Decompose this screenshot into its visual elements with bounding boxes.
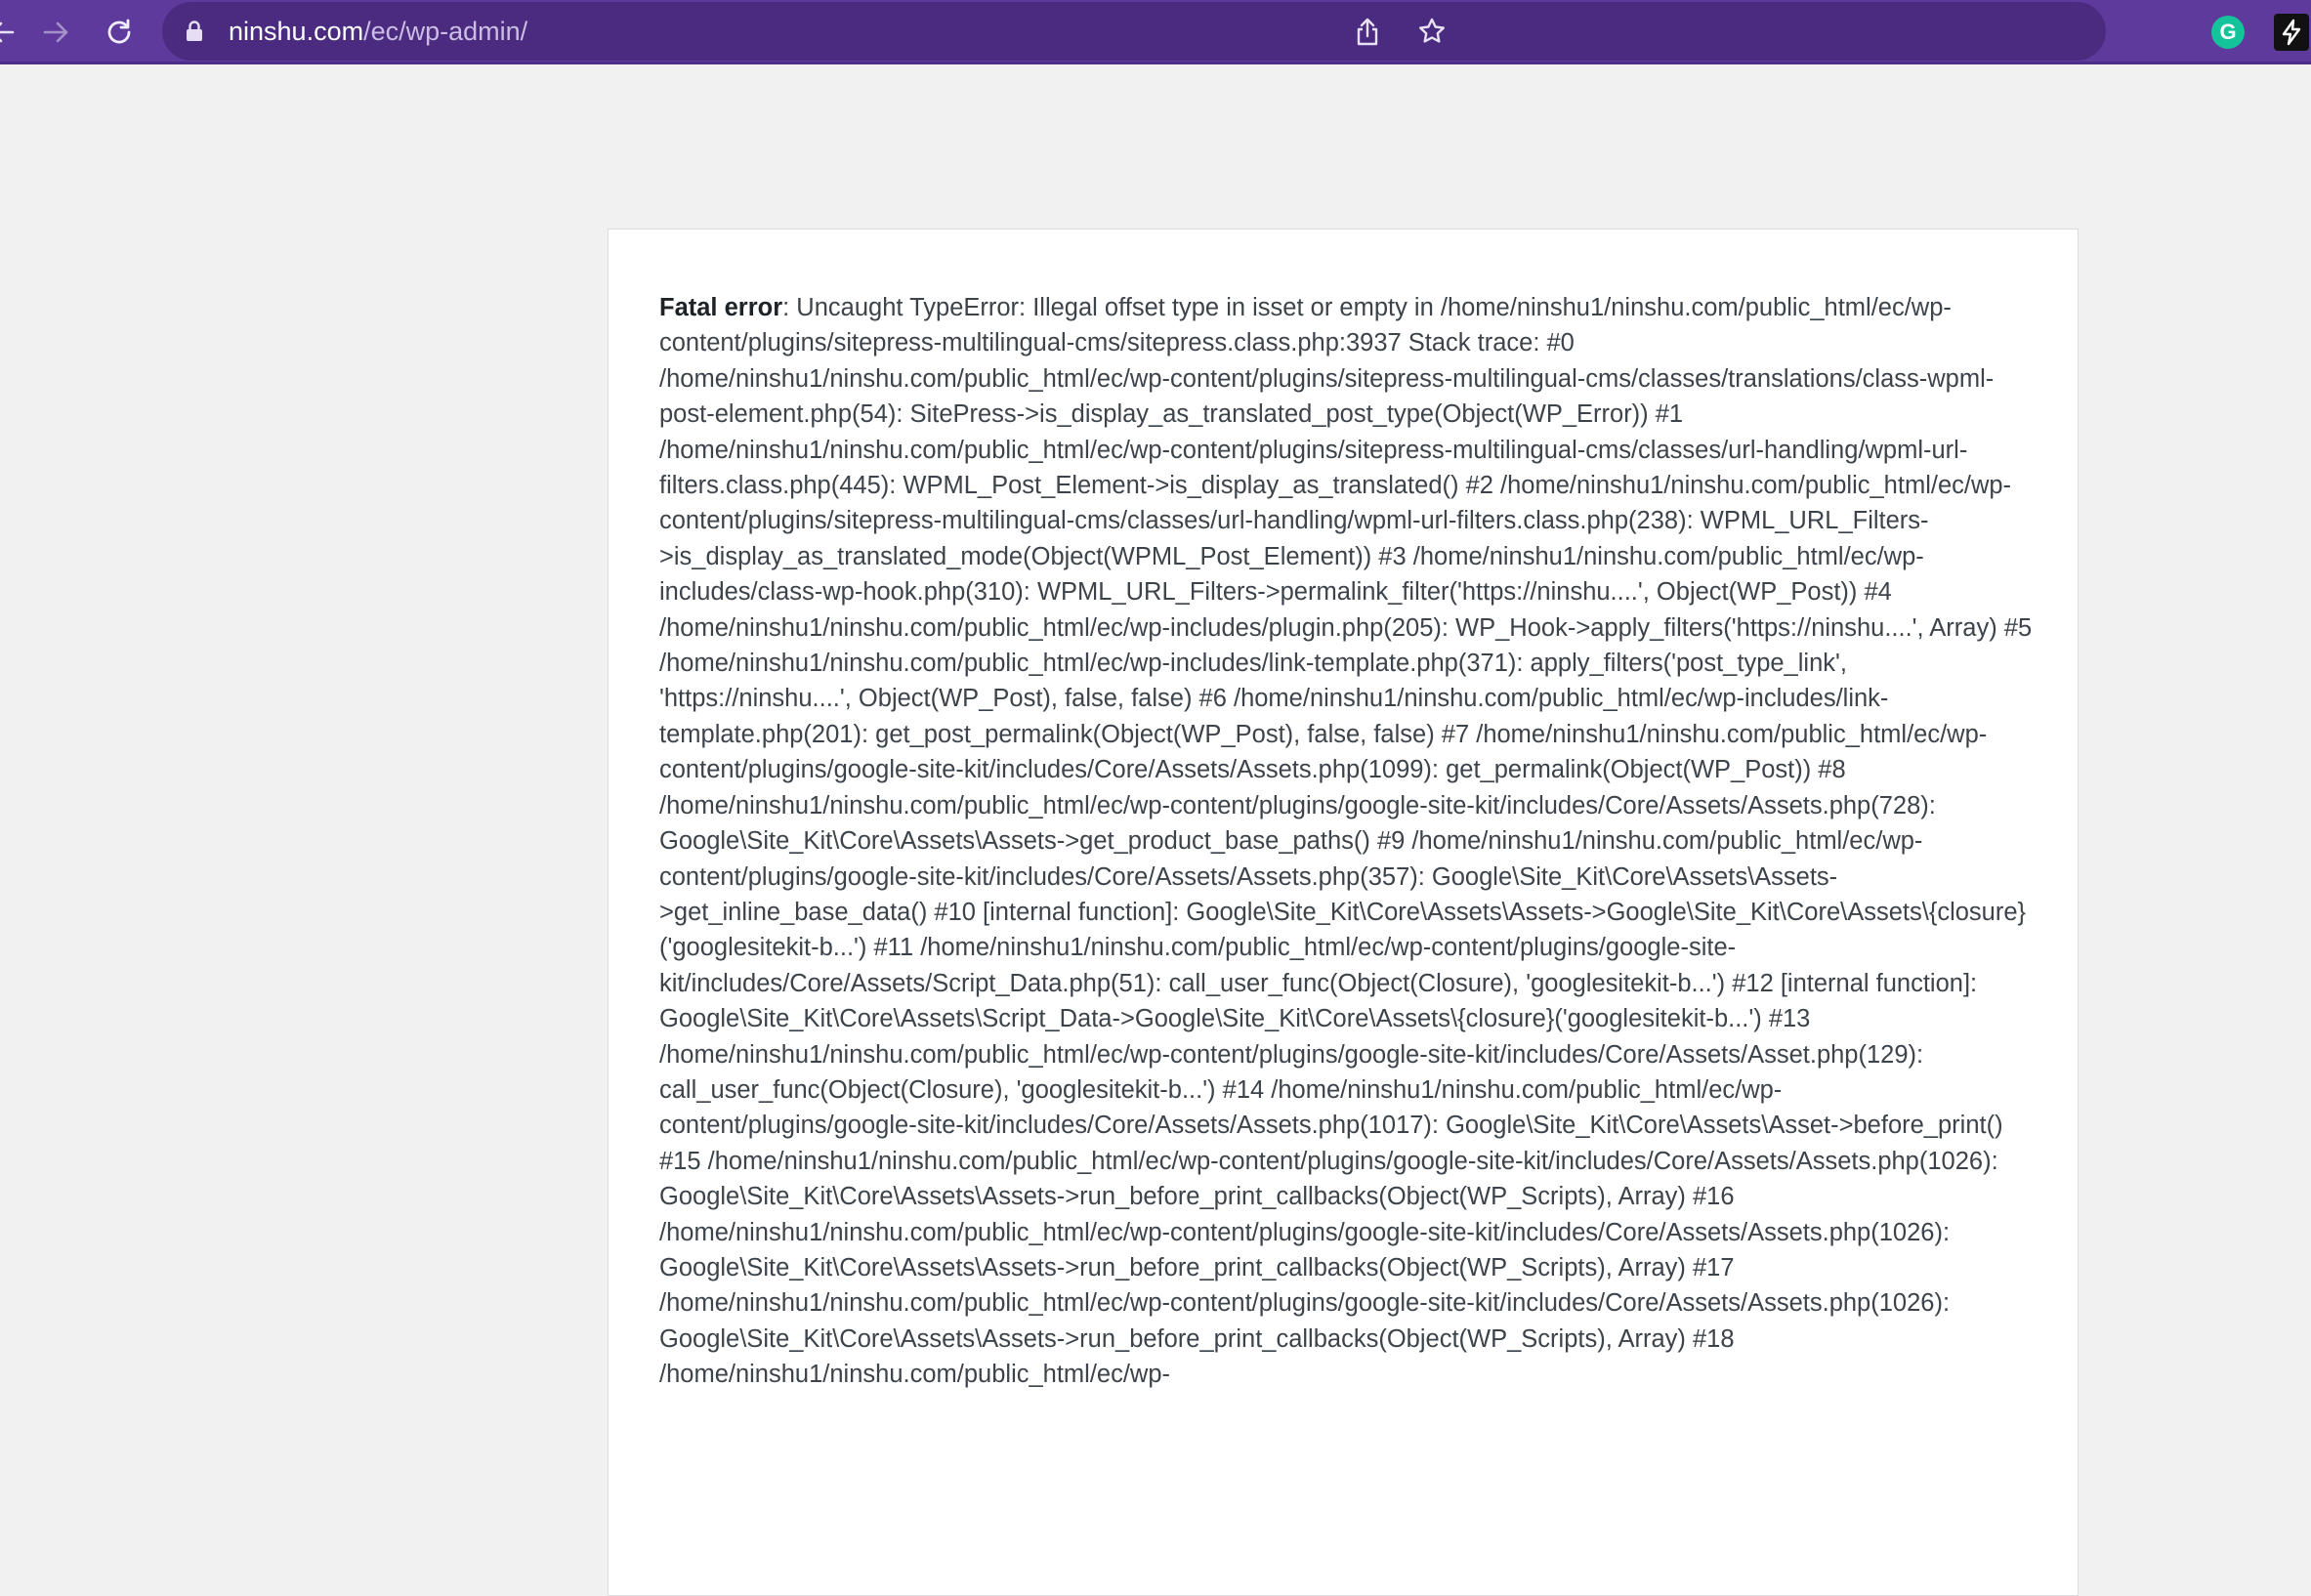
error-message (659, 290, 2037, 1393)
error-label: Fatal error (659, 294, 783, 321)
share-icon[interactable] (1344, 8, 1391, 55)
url-path: /ec/wp-admin/ (363, 17, 528, 46)
back-arrow-icon[interactable] (0, 9, 25, 56)
error-trace: : Uncaught TypeError: Illegal offset type in isset or empty in /home/ninshu1/ninshu.com/public_html/ec/wp-content/plugins/sitepress-multilingual-cms/sitepress.class.php:3937 Stack trace: #0 /home/ninshu1/ninshu.com/public_html/ec/wp-content/plugins/sitepress-multilingual-cms/classes/translations/class-wpml-post-element.php(54): SitePress->is_display_as_translated_post_type(Object(WP_Error)) #1 /home/ninshu1/ninshu.com/public_html/ec/wp-content/plugins/sitepress-multilingual-cms/classes/url-handling/wpml-url-filters.class.php(445): WPML_Post_Element->is_display_as_translated() #2 /home/ninshu1/ninshu.com/public_html/ec/wp-content/plugins/sitepress-multilingual-cms/classes/url-handling/wpml-url-filters.class.php(238): WPML_URL_Filters->is_display_as_translated_mode(Object(WPML_Post_Element)) #3 /home/ninshu1/ninshu.com/public_html/ec/wp-includes/class-wp-hook.php(310): WPML_URL_Filters->permalink_filter('https://ninshu....', Object(WP_Post)) #4 /home/ninshu1/ninshu.com/public_html/ec/wp-includes/plugin.php(205): WP_Hook->apply_filters('https://ninshu....', Array) #5 /home/ninshu1/ninshu.com/public_html/ec/wp-includes/link-template.php(371): apply_filters('post_type_link', 'https://ninshu....', Object(WP_Post), false, false) #6 /home/ninshu1/ninshu.com/public_html/ec/wp-includes/link-template.php(201): get_post_permalink(Object(WP_Post), false, false) #7 /home/ninshu1/ninshu.com/public_html/ec/wp-content/plugins/google-site-kit/includes/Core/Assets/Assets.php(1099): get_permalink(Object(WP_Post)) #8 /home/ninshu1/ninshu.com/public_html/ec/wp-content/plugins/google-site-kit/includes/Core/Assets/Assets.php(728): Google\Site_Kit\Core\Assets\Assets->get_product_base_paths() #9 /home/ninshu1/ninshu.com/public_html/ec/wp-content/plugins/google-site-kit/includes/Core/Assets/Assets.php(357): Google\Site_Kit\Core\Assets\Assets->get_inline_base_data() #10 [internal function]: Google\Site_Kit\Core\Assets\Assets->Google\Site_Kit\Core\Assets\{closure}('googlesitekit-b...') #11 /home/ninshu1/ninshu.com/public_html/ec/wp-content/plugins/google-site-kit/includes/Core/Assets/Script_Data.php(51): call_user_func(Object(Closure), 'googlesitekit-b...') #12 [internal function]: Google\Site_Kit\Core\Assets\Script_Data->Google\Site_Kit\Core\Assets\{closure}('googlesitekit-b...') #13 /home/ninshu1/ninshu.com/public_html/ec/wp-content/plugins/google-site-kit/includes/Core/Assets/Asset.php(129): call_user_func(Object(Closure), 'googlesitekit-b...') #14 /home/ninshu1/ninshu.com/public_html/ec/wp-content/plugins/google-site-kit/includes/Core/Assets/Assets.php(1017): Google\Site_Kit\Core\Assets\Asset->before_print() #15 /home/ninshu1/ninshu.com/public_html/ec/wp-content/plugins/google-site-kit/includes/Core/Assets/Assets.php(1026): Google\Site_Kit\Core\Assets\Assets->run_before_print_callbacks(Object(WP_Scripts), Array) #16 /home/ninshu1/ninshu.com/public_html/ec/wp-content/plugins/google-site-kit/includes/Core/Assets/Assets.php(1026): Google\Site_Kit\Core\Assets\Assets->run_before_print_callbacks(Object(WP_Scripts), Array) #17 /home/ninshu1/ninshu.com/public_html/ec/wp-content/plugins/google-site-kit/includes/Core/Assets/Assets.php(1026): Google\Site_Kit\Core\Assets\Assets->run_before_print_callbacks(Object(WP_Scripts), Array) #18 /home/ninshu1/ninshu.com/public_html/ec/wp- (659, 294, 2033, 1389)
lock-icon[interactable] (186, 21, 203, 47)
bolt-icon[interactable] (2274, 14, 2309, 51)
address-bar[interactable] (162, 2, 2106, 61)
star-icon[interactable] (1408, 8, 1455, 55)
url-text[interactable] (229, 16, 527, 47)
forward-arrow-icon[interactable] (33, 9, 80, 56)
url-host: ninshu.com (229, 17, 364, 46)
grammarly-icon[interactable] (2211, 16, 2245, 49)
browser-toolbar (0, 0, 2311, 64)
error-panel (608, 229, 2079, 1596)
grammarly-letter: G (2219, 20, 2237, 44)
reload-icon[interactable] (96, 9, 143, 56)
